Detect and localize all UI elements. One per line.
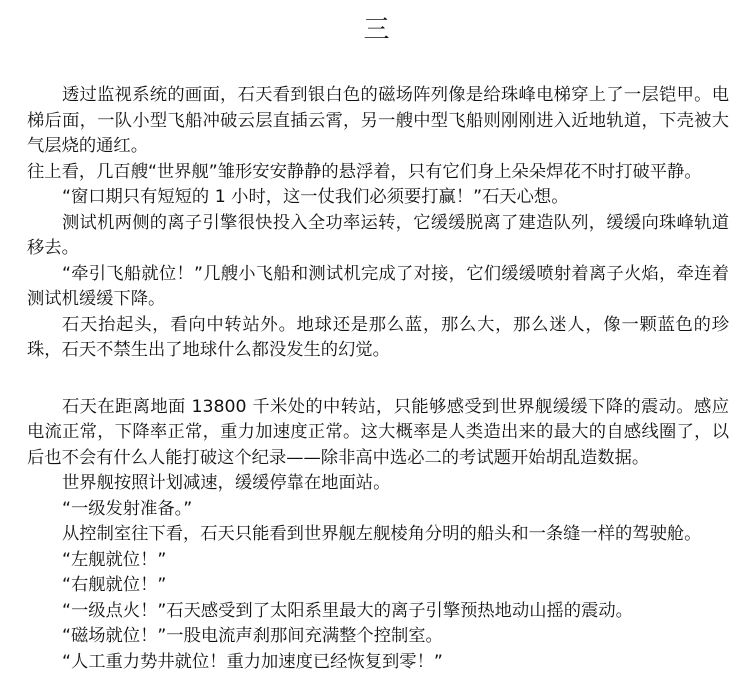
paragraph: 测试机两侧的离子引擎很快投入全功率运转，它缓缓脱离了建造队列，缓缓向珠峰轨道移去。 xyxy=(27,212,729,258)
paragraph: “左舰就位！” xyxy=(62,549,167,570)
paragraph: 石天在距离地面 13800 千米处的中转站，只能够感受到世界舰缓缓下降的震动。感应电流正常，下降率正常，重力加速度正常。这大概率是人类造出来的最大的自感线圈了，以后也不会有什么人能打破这个纪录——除非高中选必二的考试题开始胡乱造数据。 xyxy=(27,396,729,468)
document-body xyxy=(27,83,729,675)
paragraph: “窗口期只有短短的 1 小时，这一仗我们必须要打赢！”石天心想。 xyxy=(62,187,569,207)
chapter-title: 三 xyxy=(363,15,390,45)
paragraph: “磁场就位！”一股电流声刹那间充满整个控制室。 xyxy=(62,626,443,646)
paragraph: “一级发射准备。” xyxy=(62,498,193,519)
paragraph: “牵引飞船就位！”几艘小飞船和测试机完成了对接，它们缓缓喷射着离子火焰，牵连着测试机缓缓下降。 xyxy=(27,263,729,309)
paragraph: “右舰就位！” xyxy=(62,575,167,595)
paragraph: 石天抬起头，看向中转站外。地球还是那么蓝，那么大，那么迷人，像一颗蓝色的珍珠，石天不禁生出了地球什么都没发生的幻觉。 xyxy=(27,314,729,360)
paragraph: 透过监视系统的画面，石天看到银白色的磁场阵列像是给珠峰电梯穿上了一层铠甲。电梯后面，一队小型飞船冲破云层直插云霄，另一艘中型飞船则刚刚进入近地轨道，下壳被大气层烧的通红。 xyxy=(27,85,729,156)
paragraph: “人工重力势井就位！重力加速度已经恢复到零！” xyxy=(62,651,443,672)
section-gap xyxy=(27,364,729,395)
paragraph: 往上看，几百艘“世界舰”雏形安安静静的悬浮着，只有它们身上朵朵焊花不时打破平静。 xyxy=(27,161,702,182)
paragraph: “一级点火！”石天感受到了太阳系里最大的离子引擎预热地动山摇的震动。 xyxy=(62,600,633,621)
paragraph: 世界舰按照计划减速，缓缓停靠在地面站。 xyxy=(62,473,391,493)
paragraph: 从控制室往下看，石天只能看到世界舰左舰棱角分明的船头和一条缝一样的驾驶舱。 xyxy=(62,524,702,544)
